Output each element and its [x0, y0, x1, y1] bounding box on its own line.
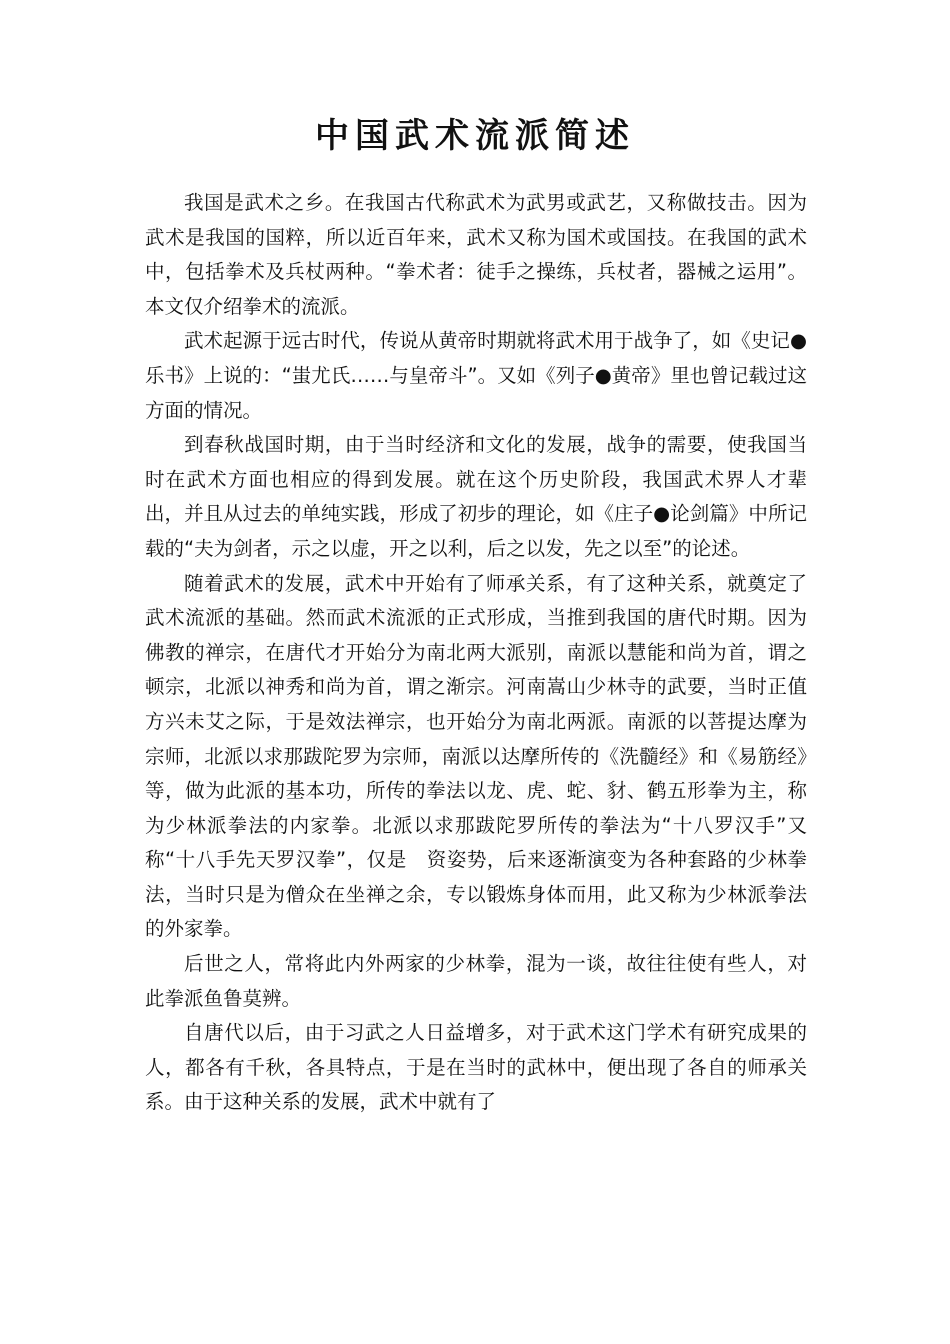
- paragraph-spring-autumn: 到春秋战国时期，由于当时经济和文化的发展，战争的需要，使我国当时在武术方面也相应的得到发展。就在这个历史阶段，我国武术界人才辈出，并且从过去的单纯实践，形成了初步的理论，如《庄子●论剑篇》中所记载的“夫为剑者，示之以虚，开之以利，后之以发，先之以至”的论述。: [145, 433, 807, 560]
- paragraph-origin: 武术起源于远古时代，传说从黄帝时期就将武术用于战争了，如《史记●乐书》上说的：“蚩尤氏……与皇帝斗”。又如《列子●黄帝》里也曾记载过这方面的情况。: [145, 329, 807, 422]
- page-title: 中国武术流派简述: [315, 116, 635, 156]
- paragraph-after-tang: 自唐代以后，由于习武之人日益增多，对于武术这门学术有研究成果的人，都各有千秋，各具特点，于是在当时的武林中，便出现了各自的师承关系。由于这种关系的发展，武术中就有了: [145, 1021, 807, 1114]
- paragraph-tang-schools: 随着武术的发展，武术中开始有了师承关系，有了这种关系，就奠定了武术流派的基础。然而武术流派的正式形成，当推到我国的唐代时期。因为佛教的禅宗，在唐代才开始分为南北两大派别，南派以慧能和尚为首，谓之顿宗，北派以神秀和尚为首，谓之渐宗。河南嵩山少林寺的武要，当时正值方兴未艾之际，于是效法禅宗，也开始分为南北两派。南派的以菩提达摩为宗师，北派以求那跋陀罗为宗师，南派以达摩所传的《洗髓经》和《易筋经》等，做为此派的基本功，所传的拳法以龙、虎、蛇、豺、鹤五形拳为主，称为少林派拳法的内家拳。北派以求那跋陀罗所传的拳法为“十八罗汉手”又称“十八手先天罗汉拳”，仅是 资姿势，后来逐渐演变为各种套路的少林拳法，当时只是为僧众在坐禅之余，专以锻炼身体而用，此又称为少林派拳法的外家拳。: [145, 571, 807, 941]
- article-body: [145, 186, 807, 1120]
- paragraph-intro: 我国是武术之乡。在我国古代称武术为武男或武艺，又称做技击。因为武术是我国的国粹，所以近百年来，武术又称为国术或国技。在我国的武术中，包括拳术及兵杖两种。“拳术者：徒手之操练，兵杖者，器械之运用”。本文仅介绍拳术的流派。: [145, 191, 807, 318]
- paragraph-later-confusion: 后世之人，常将此内外两家的少林拳，混为一谈，故往往使有些人，对此拳派鱼鲁莫辨。: [145, 952, 807, 1010]
